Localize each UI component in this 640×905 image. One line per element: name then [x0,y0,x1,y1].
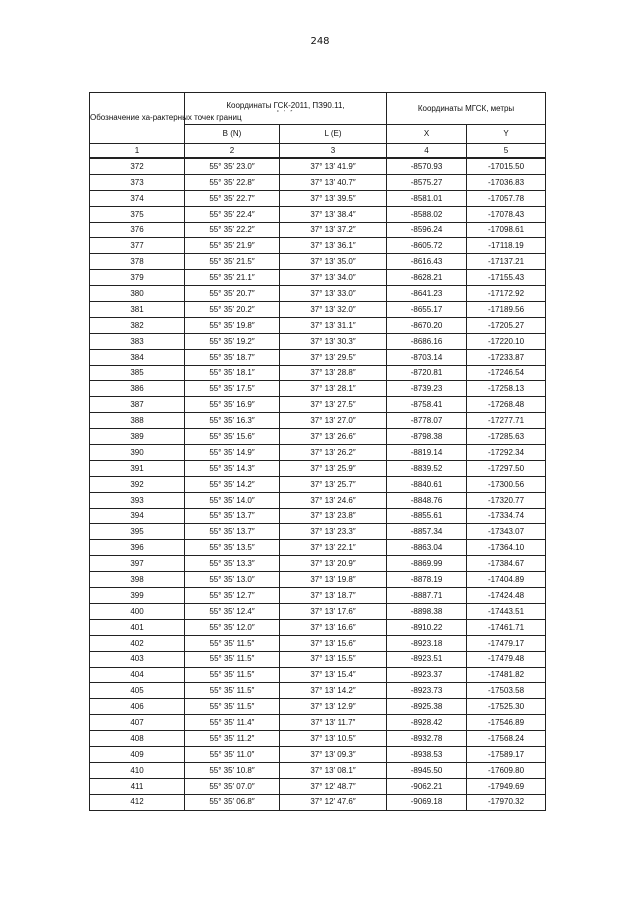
longitude-cell: 37° 13′ 36.1″ [280,238,387,254]
table-row [90,381,546,397]
latitude-cell: 55° 35′ 17.5″ [185,381,280,397]
latitude-cell: 55° 35′ 11.5″ [185,683,280,699]
point-id-cell: 388 [90,413,185,429]
header-designation: Обозначение ха-рактерных точек границ [90,93,185,144]
point-id-cell: 407 [90,715,185,731]
latitude-cell: 55° 35′ 11.0″ [185,746,280,762]
table-row [90,492,546,508]
y-coordinate-cell: -17970.32 [467,794,546,810]
longitude-cell: 37° 13′ 08.1″ [280,762,387,778]
longitude-cell: 37° 13′ 32.0″ [280,302,387,318]
point-id-cell: 395 [90,524,185,540]
latitude-cell: 55° 35′ 22.7″ [185,190,280,206]
latitude-cell: 55° 35′ 13.5″ [185,540,280,556]
point-id-cell: 374 [90,190,185,206]
x-coordinate-cell: -8898.38 [387,603,467,619]
table-row [90,556,546,572]
y-coordinate-cell: -17343.07 [467,524,546,540]
table-row [90,206,546,222]
longitude-cell: 37° 13′ 39.5″ [280,190,387,206]
y-coordinate-cell: -17277.71 [467,413,546,429]
point-id-cell: 405 [90,683,185,699]
y-coordinate-cell: -17481.82 [467,667,546,683]
latitude-cell: 55° 35′ 11.5″ [185,635,280,651]
x-coordinate-cell: -8857.34 [387,524,467,540]
table-row [90,254,546,270]
latitude-cell: 55° 35′ 13.3″ [185,556,280,572]
point-id-cell: 392 [90,476,185,492]
longitude-cell: 37° 13′ 40.7″ [280,174,387,190]
table-row [90,603,546,619]
table-row [90,540,546,556]
table-body [90,158,546,810]
longitude-cell: 37° 13′ 23.8″ [280,508,387,524]
longitude-cell: 37° 13′ 16.6″ [280,619,387,635]
page-number: 248 [310,36,330,47]
table-row [90,317,546,333]
latitude-cell: 55° 35′ 21.5″ [185,254,280,270]
x-coordinate-cell: -8869.99 [387,556,467,572]
longitude-cell: 37° 13′ 37.2″ [280,222,387,238]
x-coordinate-cell: -8596.24 [387,222,467,238]
y-coordinate-cell: -17320.77 [467,492,546,508]
table-row [90,349,546,365]
longitude-cell: 37° 13′ 33.0″ [280,286,387,302]
point-id-cell: 406 [90,699,185,715]
table-row [90,222,546,238]
latitude-cell: 55° 35′ 06.8″ [185,794,280,810]
latitude-cell: 55° 35′ 11.2″ [185,731,280,747]
latitude-cell: 55° 35′ 16.3″ [185,413,280,429]
header-gsk-units: ° ′ ″ [276,109,295,116]
table-row [90,333,546,349]
latitude-cell: 55° 35′ 20.2″ [185,302,280,318]
latitude-cell: 55° 35′ 19.8″ [185,317,280,333]
table-row [90,794,546,810]
y-coordinate-cell: -17233.87 [467,349,546,365]
header-col-x: X [387,124,467,143]
longitude-cell: 37° 13′ 30.3″ [280,333,387,349]
x-coordinate-cell: -8798.38 [387,429,467,445]
latitude-cell: 55° 35′ 11.5″ [185,667,280,683]
x-coordinate-cell: -8758.41 [387,397,467,413]
point-id-cell: 398 [90,572,185,588]
table-row [90,270,546,286]
x-coordinate-cell: -8839.52 [387,460,467,476]
longitude-cell: 37° 12′ 48.7″ [280,778,387,794]
y-coordinate-cell: -17479.17 [467,635,546,651]
longitude-cell: 37° 12′ 47.6″ [280,794,387,810]
table-row [90,158,546,174]
longitude-cell: 37° 13′ 34.0″ [280,270,387,286]
longitude-cell: 37° 13′ 26.2″ [280,445,387,461]
latitude-cell: 55° 35′ 14.9″ [185,445,280,461]
x-coordinate-cell: -8923.73 [387,683,467,699]
longitude-cell: 37° 13′ 27.5″ [280,397,387,413]
column-number: 4 [387,144,467,159]
table-row [90,619,546,635]
x-coordinate-cell: -8581.01 [387,190,467,206]
longitude-cell: 37° 13′ 10.5″ [280,731,387,747]
table-row [90,746,546,762]
x-coordinate-cell: -8878.19 [387,572,467,588]
table-row [90,190,546,206]
y-coordinate-cell: -17384.67 [467,556,546,572]
y-coordinate-cell: -17057.78 [467,190,546,206]
point-id-cell: 372 [90,158,185,174]
y-coordinate-cell: -17015.50 [467,158,546,174]
point-id-cell: 412 [90,794,185,810]
latitude-cell: 55° 35′ 21.9″ [185,238,280,254]
longitude-cell: 37° 13′ 12.9″ [280,699,387,715]
point-id-cell: 378 [90,254,185,270]
latitude-cell: 55° 35′ 11.5″ [185,699,280,715]
x-coordinate-cell: -8855.61 [387,508,467,524]
latitude-cell: 55° 35′ 13.7″ [185,524,280,540]
y-coordinate-cell: -17292.34 [467,445,546,461]
table-row [90,731,546,747]
latitude-cell: 55° 35′ 14.3″ [185,460,280,476]
y-coordinate-cell: -17285.63 [467,429,546,445]
table-row [90,413,546,429]
y-coordinate-cell: -17189.56 [467,302,546,318]
x-coordinate-cell: -8938.53 [387,746,467,762]
y-coordinate-cell: -17461.71 [467,619,546,635]
point-id-cell: 384 [90,349,185,365]
latitude-cell: 55° 35′ 22.4″ [185,206,280,222]
header-col-l: L (E) [280,124,387,143]
x-coordinate-cell: -8720.81 [387,365,467,381]
point-id-cell: 410 [90,762,185,778]
longitude-cell: 37° 13′ 41.9″ [280,158,387,174]
y-coordinate-cell: -17589.17 [467,746,546,762]
x-coordinate-cell: -8605.72 [387,238,467,254]
latitude-cell: 55° 35′ 12.7″ [185,588,280,604]
latitude-cell: 55° 35′ 20.7″ [185,286,280,302]
point-id-cell: 397 [90,556,185,572]
x-coordinate-cell: -8887.71 [387,588,467,604]
point-id-cell: 390 [90,445,185,461]
y-coordinate-cell: -17118.19 [467,238,546,254]
y-coordinate-cell: -17334.74 [467,508,546,524]
point-id-cell: 389 [90,429,185,445]
table-row [90,667,546,683]
latitude-cell: 55° 35′ 15.6″ [185,429,280,445]
table-row [90,174,546,190]
point-id-cell: 379 [90,270,185,286]
point-id-cell: 396 [90,540,185,556]
table-row [90,683,546,699]
y-coordinate-cell: -17609.80 [467,762,546,778]
latitude-cell: 55° 35′ 13.0″ [185,572,280,588]
point-id-cell: 408 [90,731,185,747]
x-coordinate-cell: -8848.76 [387,492,467,508]
y-coordinate-cell: -17078.43 [467,206,546,222]
latitude-cell: 55° 35′ 13.7″ [185,508,280,524]
table-row [90,715,546,731]
longitude-cell: 37° 13′ 15.4″ [280,667,387,683]
x-coordinate-cell: -8575.27 [387,174,467,190]
x-coordinate-cell: -8739.23 [387,381,467,397]
longitude-cell: 37° 13′ 09.3″ [280,746,387,762]
x-coordinate-cell: -8923.51 [387,651,467,667]
y-coordinate-cell: -17404.89 [467,572,546,588]
table-row [90,429,546,445]
longitude-cell: 37° 13′ 25.9″ [280,460,387,476]
table-row [90,365,546,381]
x-coordinate-cell: -8863.04 [387,540,467,556]
x-coordinate-cell: -8641.23 [387,286,467,302]
y-coordinate-cell: -17300.56 [467,476,546,492]
y-coordinate-cell: -17949.69 [467,778,546,794]
table-row [90,762,546,778]
point-id-cell: 401 [90,619,185,635]
x-coordinate-cell: -8923.18 [387,635,467,651]
point-id-cell: 376 [90,222,185,238]
y-coordinate-cell: -17258.13 [467,381,546,397]
point-id-cell: 399 [90,588,185,604]
column-number: 3 [280,144,387,159]
x-coordinate-cell: -8923.37 [387,667,467,683]
point-id-cell: 409 [90,746,185,762]
latitude-cell: 55° 35′ 12.4″ [185,603,280,619]
column-number: 5 [467,144,546,159]
longitude-cell: 37° 13′ 29.5″ [280,349,387,365]
table-row [90,302,546,318]
point-id-cell: 393 [90,492,185,508]
longitude-cell: 37° 13′ 15.5″ [280,651,387,667]
x-coordinate-cell: -9069.18 [387,794,467,810]
latitude-cell: 55° 35′ 22.8″ [185,174,280,190]
point-id-cell: 387 [90,397,185,413]
table-row [90,476,546,492]
header-col-y: Y [467,124,546,143]
point-id-cell: 402 [90,635,185,651]
table-row [90,699,546,715]
y-coordinate-cell: -17220.10 [467,333,546,349]
longitude-cell: 37° 13′ 26.6″ [280,429,387,445]
point-id-cell: 394 [90,508,185,524]
x-coordinate-cell: -8945.50 [387,762,467,778]
x-coordinate-cell: -8655.17 [387,302,467,318]
longitude-cell: 37° 13′ 31.1″ [280,317,387,333]
x-coordinate-cell: -8778.07 [387,413,467,429]
longitude-cell: 37° 13′ 24.6″ [280,492,387,508]
table-row [90,397,546,413]
y-coordinate-cell: -17364.10 [467,540,546,556]
latitude-cell: 55° 35′ 18.1″ [185,365,280,381]
column-number-row [90,144,546,159]
table-row [90,588,546,604]
latitude-cell: 55° 35′ 11.4″ [185,715,280,731]
point-id-cell: 382 [90,317,185,333]
y-coordinate-cell: -17297.50 [467,460,546,476]
latitude-cell: 55° 35′ 07.0″ [185,778,280,794]
y-coordinate-cell: -17503.58 [467,683,546,699]
point-id-cell: 386 [90,381,185,397]
longitude-cell: 37° 13′ 25.7″ [280,476,387,492]
point-id-cell: 411 [90,778,185,794]
table-row [90,651,546,667]
y-coordinate-cell: -17525.30 [467,699,546,715]
table-row [90,238,546,254]
header-mgsk-group: Координаты МГСК, метры [387,93,546,125]
table-row [90,286,546,302]
longitude-cell: 37° 13′ 28.8″ [280,365,387,381]
x-coordinate-cell: -8703.14 [387,349,467,365]
y-coordinate-cell: -17205.27 [467,317,546,333]
latitude-cell: 55° 35′ 14.2″ [185,476,280,492]
longitude-cell: 37° 13′ 17.6″ [280,603,387,619]
header-col-b: B (N) [185,124,280,143]
table-row [90,460,546,476]
y-coordinate-cell: -17246.54 [467,365,546,381]
longitude-cell: 37° 13′ 38.4″ [280,206,387,222]
x-coordinate-cell: -8840.61 [387,476,467,492]
longitude-cell: 37° 13′ 11.7″ [280,715,387,731]
point-id-cell: 385 [90,365,185,381]
longitude-cell: 37° 13′ 28.1″ [280,381,387,397]
table-row [90,445,546,461]
column-number: 2 [185,144,280,159]
latitude-cell: 55° 35′ 18.7″ [185,349,280,365]
y-coordinate-cell: -17137.21 [467,254,546,270]
point-id-cell: 400 [90,603,185,619]
y-coordinate-cell: -17546.89 [467,715,546,731]
latitude-cell: 55° 35′ 21.1″ [185,270,280,286]
header-gsk-title: Координаты ГСК-2011, ПЗ90.11, [226,100,345,110]
y-coordinate-cell: -17036.83 [467,174,546,190]
longitude-cell: 37° 13′ 22.1″ [280,540,387,556]
point-id-cell: 404 [90,667,185,683]
table-row [90,572,546,588]
longitude-cell: 37° 13′ 18.7″ [280,588,387,604]
x-coordinate-cell: -8588.02 [387,206,467,222]
longitude-cell: 37° 13′ 14.2″ [280,683,387,699]
table-row [90,508,546,524]
x-coordinate-cell: -8910.22 [387,619,467,635]
x-coordinate-cell: -9062.21 [387,778,467,794]
longitude-cell: 37° 13′ 27.0″ [280,413,387,429]
x-coordinate-cell: -8616.43 [387,254,467,270]
point-id-cell: 373 [90,174,185,190]
x-coordinate-cell: -8570.93 [387,158,467,174]
point-id-cell: 375 [90,206,185,222]
table-row [90,778,546,794]
x-coordinate-cell: -8628.21 [387,270,467,286]
y-coordinate-cell: -17172.92 [467,286,546,302]
x-coordinate-cell: -8819.14 [387,445,467,461]
table-row [90,635,546,651]
latitude-cell: 55° 35′ 12.0″ [185,619,280,635]
y-coordinate-cell: -17268.48 [467,397,546,413]
latitude-cell: 55° 35′ 10.8″ [185,762,280,778]
point-id-cell: 380 [90,286,185,302]
latitude-cell: 55° 35′ 22.2″ [185,222,280,238]
table-row [90,524,546,540]
longitude-cell: 37° 13′ 20.9″ [280,556,387,572]
latitude-cell: 55° 35′ 14.0″ [185,492,280,508]
point-id-cell: 403 [90,651,185,667]
latitude-cell: 55° 35′ 19.2″ [185,333,280,349]
y-coordinate-cell: -17479.48 [467,651,546,667]
x-coordinate-cell: -8932.78 [387,731,467,747]
point-id-cell: 391 [90,460,185,476]
column-number: 1 [90,144,185,159]
point-id-cell: 383 [90,333,185,349]
point-id-cell: 377 [90,238,185,254]
y-coordinate-cell: -17098.61 [467,222,546,238]
latitude-cell: 55° 35′ 16.9″ [185,397,280,413]
x-coordinate-cell: -8928.42 [387,715,467,731]
y-coordinate-cell: -17155.43 [467,270,546,286]
latitude-cell: 55° 35′ 23.0″ [185,158,280,174]
x-coordinate-cell: -8686.16 [387,333,467,349]
longitude-cell: 37° 13′ 35.0″ [280,254,387,270]
coordinates-table [89,92,546,811]
latitude-cell: 55° 35′ 11.5″ [185,651,280,667]
longitude-cell: 37° 13′ 19.8″ [280,572,387,588]
point-id-cell: 381 [90,302,185,318]
y-coordinate-cell: -17568.24 [467,731,546,747]
longitude-cell: 37° 13′ 23.3″ [280,524,387,540]
y-coordinate-cell: -17443.51 [467,603,546,619]
y-coordinate-cell: -17424.48 [467,588,546,604]
x-coordinate-cell: -8925.38 [387,699,467,715]
longitude-cell: 37° 13′ 15.6″ [280,635,387,651]
x-coordinate-cell: -8670.20 [387,317,467,333]
